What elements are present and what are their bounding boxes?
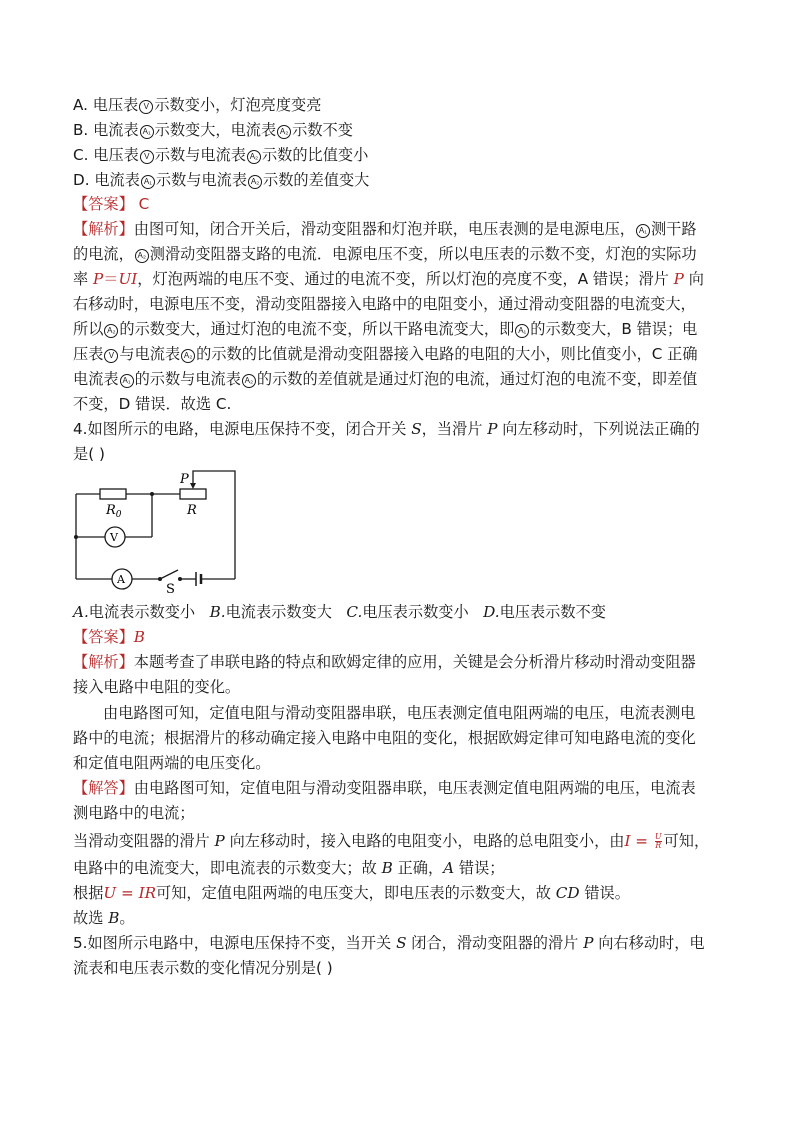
- fraction-u-over-r: $\frac{U}{R}$: [654, 832, 662, 850]
- label-a: A: [117, 573, 125, 586]
- q4-solution-6: 故选 B。: [73, 909, 135, 927]
- q4-stem-1: 4.如图所示的电路，电源电压保持不变，闭合开关 S，当滑片 P 向左移动时，下列说法正确的: [73, 420, 700, 438]
- prev-analysis-8: 不变，D 错误．故选 C.: [73, 395, 232, 413]
- q4-solution-3: 当滑动变阻器的滑片 P 向左移动时，接入电路的电阻变小，电路的总电阻变小，由I = $\frac{U}{R}$ 可知，: [73, 832, 710, 850]
- q4-answer: 【答案】B: [73, 628, 145, 646]
- prev-analysis-5: 所以 A₂ 的示数变大，通过灯泡的电流不变，所以干路电流变大，即 A₁ 的示数变大，B 错误；电: [73, 320, 698, 338]
- prev-analysis-7: 电流表 A₁ 的示数与电流表 A₂ 的示数的差值就是通过灯泡的电流，通过灯泡的电流不变，即差值: [73, 370, 698, 388]
- ammeter-a2-icon: A₂: [135, 249, 149, 263]
- ammeter-a2-icon: A₂: [242, 374, 256, 388]
- label-s: S: [166, 582, 175, 593]
- ammeter-a2-icon: A₂: [104, 324, 118, 338]
- q4-analysis-4: 路中的电流；根据滑片的移动确定接入电路中电阻的变化，根据欧姆定律可知电路电流的变化: [73, 729, 696, 747]
- prev-analysis-1: 【解析】由图可知，闭合开关后，滑动变阻器和灯泡并联，电压表测的是电源电压， A₁ 测干路: [73, 220, 697, 238]
- q4-solution-4: 电路中的电流变大，即电流表的示数变大；故 B 正确，A 错误；: [73, 859, 505, 877]
- q4-analysis-2: 接入电路中电阻的变化。: [73, 678, 241, 696]
- q5-stem-2: 流表和电压表示数的变化情况分别是( ): [73, 959, 333, 977]
- switch-s: [160, 570, 178, 579]
- voltmeter-icon: V: [139, 100, 153, 114]
- q4-options: A.电流表示数变小 B.电流表示数变大 C.电压表示数变小 D.电压表示数不变: [73, 603, 606, 621]
- option-c: C. 电压表 V 示数与电流表 A₂ 示数的比值变小: [73, 146, 369, 164]
- voltmeter-icon: V: [140, 150, 154, 164]
- voltmeter-icon: V: [104, 349, 118, 363]
- q4-solution-1: 【解答】由电路图可知，定值电阻与滑动变阻器串联，电压表测定值电阻两端的电压，电流表: [73, 779, 696, 797]
- ammeter-a2-icon: A₂: [248, 175, 262, 189]
- q4-solution-2: 测电路中的电流；: [73, 804, 195, 822]
- label-r0: $R_0$: [106, 503, 122, 520]
- label-v: V: [110, 531, 118, 544]
- prev-analysis-6: 压表 V 与电流表 A₂ 的示数的比值就是滑动变阻器接入电路的电阻的大小，则比值变小，C 正确: [73, 345, 698, 363]
- resistor-r0: [100, 489, 126, 499]
- q4-analysis-3: 由电路图可知，定值电阻与滑动变阻器串联，电压表测定值电阻两端的电压，电流表测电: [103, 704, 696, 722]
- q4-stem-2: 是( ): [73, 445, 105, 463]
- ammeter-a1-icon: A₁: [515, 324, 529, 338]
- option-d: D. 电流表 A₁ 示数与电流表 A₂ 示数的差值变大: [73, 171, 370, 189]
- q4-solution-5: 根据U = IR可知，定值电阻两端的电压变大，即电压表的示数变大，故 CD 错误。: [73, 884, 630, 902]
- ammeter-a1-icon: A₁: [141, 175, 155, 189]
- option-b: B. 电流表 A₁ 示数变大，电流表 A₂ 示数不变: [73, 121, 353, 139]
- label-r: R: [187, 503, 197, 518]
- prev-answer: 【答案】 C: [73, 195, 150, 213]
- ammeter-a1-icon: A₁: [636, 224, 650, 238]
- q4-analysis-1: 【解析】本题考查了串联电路的特点和欧姆定律的应用，关键是会分析滑片移动时滑动变阻器: [73, 653, 696, 671]
- prev-analysis-2: 的电流， A₂ 测滑动变阻器支路的电流．电源电压不变，所以电压表的示数不变，灯泡的实际功: [73, 245, 697, 263]
- option-a: A. 电压表 V 示数变小，灯泡亮度变亮: [73, 96, 322, 114]
- q5-stem-1: 5.如图所示电路中，电源电压保持不变，当开关 S 闭合，滑动变阻器的滑片 P 向右移动时，电: [73, 934, 705, 952]
- ammeter-a1-icon: A₁: [140, 125, 154, 139]
- ammeter-a2-icon: A₂: [181, 349, 195, 363]
- circuit-diagram: [70, 468, 250, 593]
- q4-analysis-5: 和定值电阻两端的电压变化。: [73, 754, 271, 772]
- prev-analysis-4: 右移动时，电源电压不变，滑动变阻器接入电路中的电阻变小，通过滑动变阻器的电流变大，: [73, 295, 696, 313]
- label-p: P: [180, 472, 189, 487]
- prev-analysis-3: 率 P＝UI，灯泡两端的电压不变、通过的电流不变，所以灯泡的亮度不变，A 错误；滑片 P 向: [73, 270, 704, 288]
- ammeter-a2-icon: A₂: [247, 150, 261, 164]
- rheostat-r: [180, 489, 206, 499]
- ammeter-a2-icon: A₂: [277, 125, 291, 139]
- ammeter-a1-icon: A₁: [120, 374, 134, 388]
